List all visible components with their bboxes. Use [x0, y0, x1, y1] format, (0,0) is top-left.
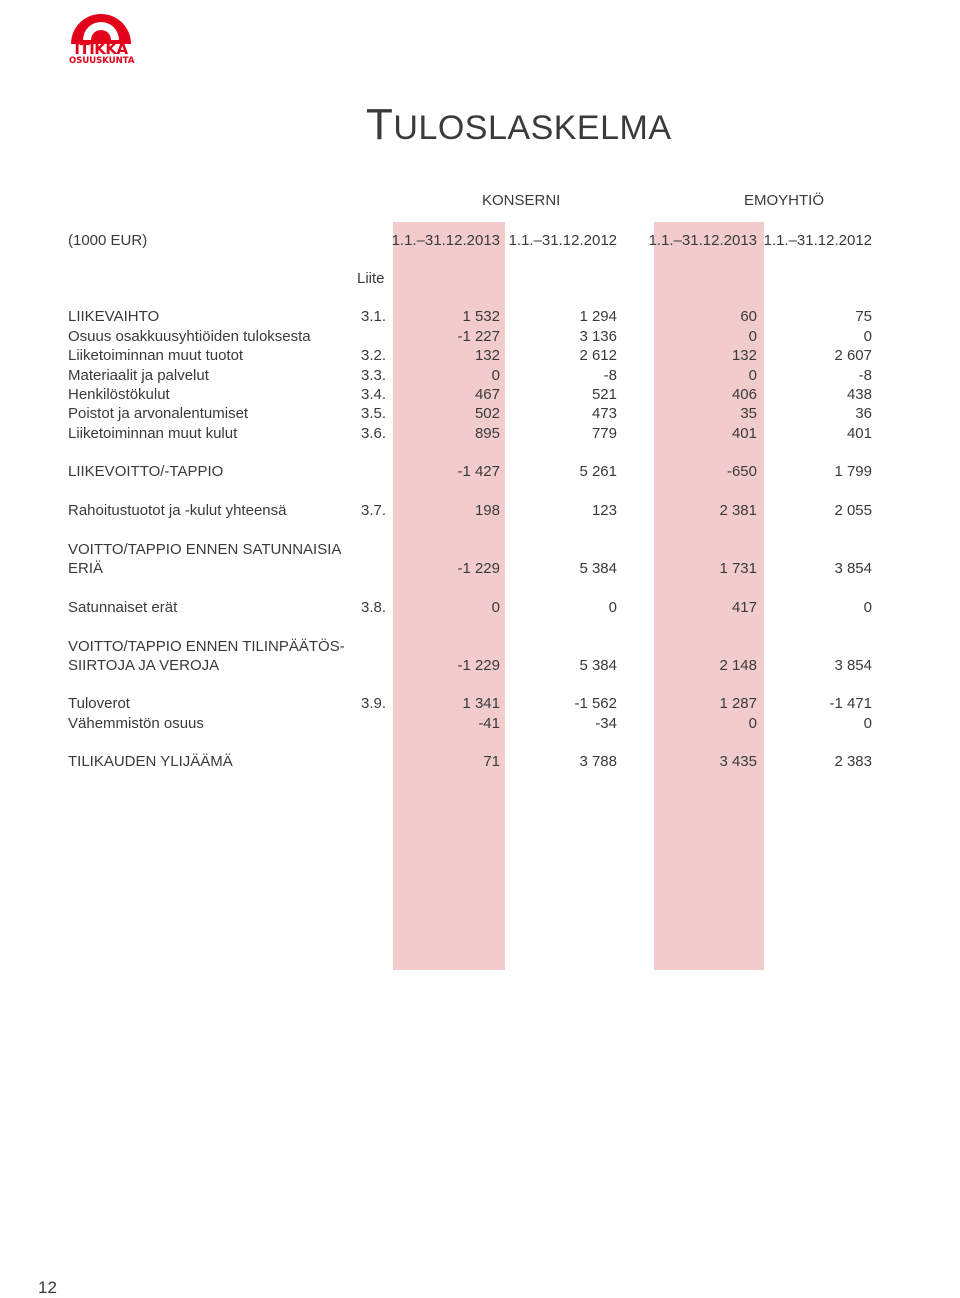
row-label: Osuus osakkuusyhtiöiden tuloksesta: [68, 328, 311, 345]
row-note: 3.8.: [361, 599, 387, 616]
row-value: 0: [748, 715, 757, 732]
row-label: Rahoitustuotot ja -kulut yhteensä: [68, 502, 287, 519]
row-value: 401: [731, 425, 757, 442]
row-value: 0: [863, 715, 872, 732]
row-value: 473: [591, 405, 617, 422]
row-value: -34: [595, 715, 617, 732]
row-label: VOITTO/TAPPIO ENNEN TILINPÄÄTÖS-: [68, 638, 345, 655]
row-value: 132: [474, 347, 500, 364]
row-value: 417: [731, 599, 757, 616]
row-value: 467: [474, 386, 500, 403]
row-value: -1 562: [574, 695, 617, 712]
row-value: 779: [591, 425, 617, 442]
row-value: 401: [846, 425, 872, 442]
row-note: 3.9.: [361, 695, 387, 712]
row-value: 2 055: [834, 502, 872, 519]
row-value: 5 384: [579, 657, 617, 674]
row-note: 3.3.: [361, 367, 387, 384]
row-value: 71: [483, 753, 500, 770]
group-header-emoyhtio: EMOYHTIÖ: [744, 192, 825, 209]
row-label: Tuloverot: [68, 695, 130, 712]
row-value: 3 136: [579, 328, 617, 345]
row-label: Liiketoiminnan muut kulut: [68, 425, 238, 442]
row-value: 36: [855, 405, 872, 422]
period-header: 1.1.–31.12.2012: [763, 232, 872, 249]
unit-label: (1000 EUR): [68, 232, 148, 249]
row-note: 3.7.: [361, 502, 387, 519]
row-label: Henkilöstökulut: [68, 386, 170, 403]
row-value: -41: [478, 715, 500, 732]
row-value: -1 229: [457, 657, 500, 674]
row-value: 1 799: [834, 463, 872, 480]
row-label: LIIKEVOITTO/-TAPPIO: [68, 463, 224, 480]
row-value: -8: [603, 367, 617, 384]
row-value: 5 261: [579, 463, 617, 480]
row-value: 0: [748, 328, 757, 345]
row-value: 502: [474, 405, 500, 422]
row-note: 3.1.: [361, 308, 387, 325]
row-value: 438: [846, 386, 872, 403]
row-label: Poistot ja arvonalentumiset: [68, 405, 249, 422]
row-value: -1 471: [829, 695, 872, 712]
row-label: Materiaalit ja palvelut: [68, 367, 209, 384]
row-value: 60: [740, 308, 757, 325]
row-value: 2 383: [834, 753, 872, 770]
period-header: 1.1.–31.12.2013: [391, 232, 500, 249]
logo-brand-text: ITIKKA: [74, 40, 128, 58]
row-value: 521: [591, 386, 617, 403]
row-value: 132: [731, 347, 757, 364]
period-header: 1.1.–31.12.2013: [648, 232, 757, 249]
row-note: 3.2.: [361, 347, 387, 364]
row-value: 35: [740, 405, 757, 422]
row-value: 1 294: [579, 308, 617, 325]
period-header: 1.1.–31.12.2012: [508, 232, 617, 249]
row-value: -1 227: [457, 328, 500, 345]
row-value: 5 384: [579, 560, 617, 577]
row-value: -8: [858, 367, 872, 384]
row-value: 0: [748, 367, 757, 384]
row-value: 3 435: [719, 753, 757, 770]
row-value: 0: [608, 599, 617, 616]
row-label-continued: SIIRTOJA JA VEROJA: [68, 657, 220, 674]
row-label: Liiketoiminnan muut tuotot: [68, 347, 244, 364]
row-value: 1 532: [462, 308, 500, 325]
logo-mark-icon: [64, 0, 138, 44]
row-value: -1 427: [457, 463, 500, 480]
row-note: 3.4.: [361, 386, 387, 403]
row-label: VOITTO/TAPPIO ENNEN SATUNNAISIA: [68, 541, 342, 558]
row-label: LIIKEVAIHTO: [68, 308, 160, 325]
group-header-konserni: KONSERNI: [482, 192, 561, 209]
row-value: 1 341: [462, 695, 500, 712]
row-note: 3.6.: [361, 425, 387, 442]
row-value: 75: [855, 308, 872, 325]
row-value: 0: [491, 599, 500, 616]
itikka-logo: [64, 0, 138, 70]
row-value: 895: [474, 425, 500, 442]
page-title: TULOSLASKELMA: [366, 100, 672, 149]
row-value: 1 287: [719, 695, 757, 712]
row-value: 0: [863, 328, 872, 345]
row-value: -1 229: [457, 560, 500, 577]
row-value: 2 607: [834, 347, 872, 364]
row-label: TILIKAUDEN YLIJÄÄMÄ: [68, 753, 233, 770]
page-number: 12: [38, 1278, 57, 1297]
note-column-header: Liite: [357, 270, 385, 287]
row-value: 2 612: [579, 347, 617, 364]
row-value: 0: [491, 367, 500, 384]
row-value: 3 854: [834, 657, 872, 674]
row-value: 0: [863, 599, 872, 616]
row-value: 198: [474, 502, 500, 519]
row-value: 2 148: [719, 657, 757, 674]
row-value: 3 854: [834, 560, 872, 577]
row-label: Satunnaiset erät: [68, 599, 178, 616]
row-note: 3.5.: [361, 405, 387, 422]
row-value: -650: [726, 463, 757, 480]
row-value: 1 731: [719, 560, 757, 577]
row-label-continued: ERIÄ: [68, 560, 104, 577]
row-label: Vähemmistön osuus: [68, 715, 204, 732]
row-value: 123: [591, 502, 617, 519]
row-value: 2 381: [719, 502, 757, 519]
logo-sub-text: OSUUSKUNTA: [69, 56, 135, 66]
row-value: 406: [731, 386, 757, 403]
row-value: 3 788: [579, 753, 617, 770]
